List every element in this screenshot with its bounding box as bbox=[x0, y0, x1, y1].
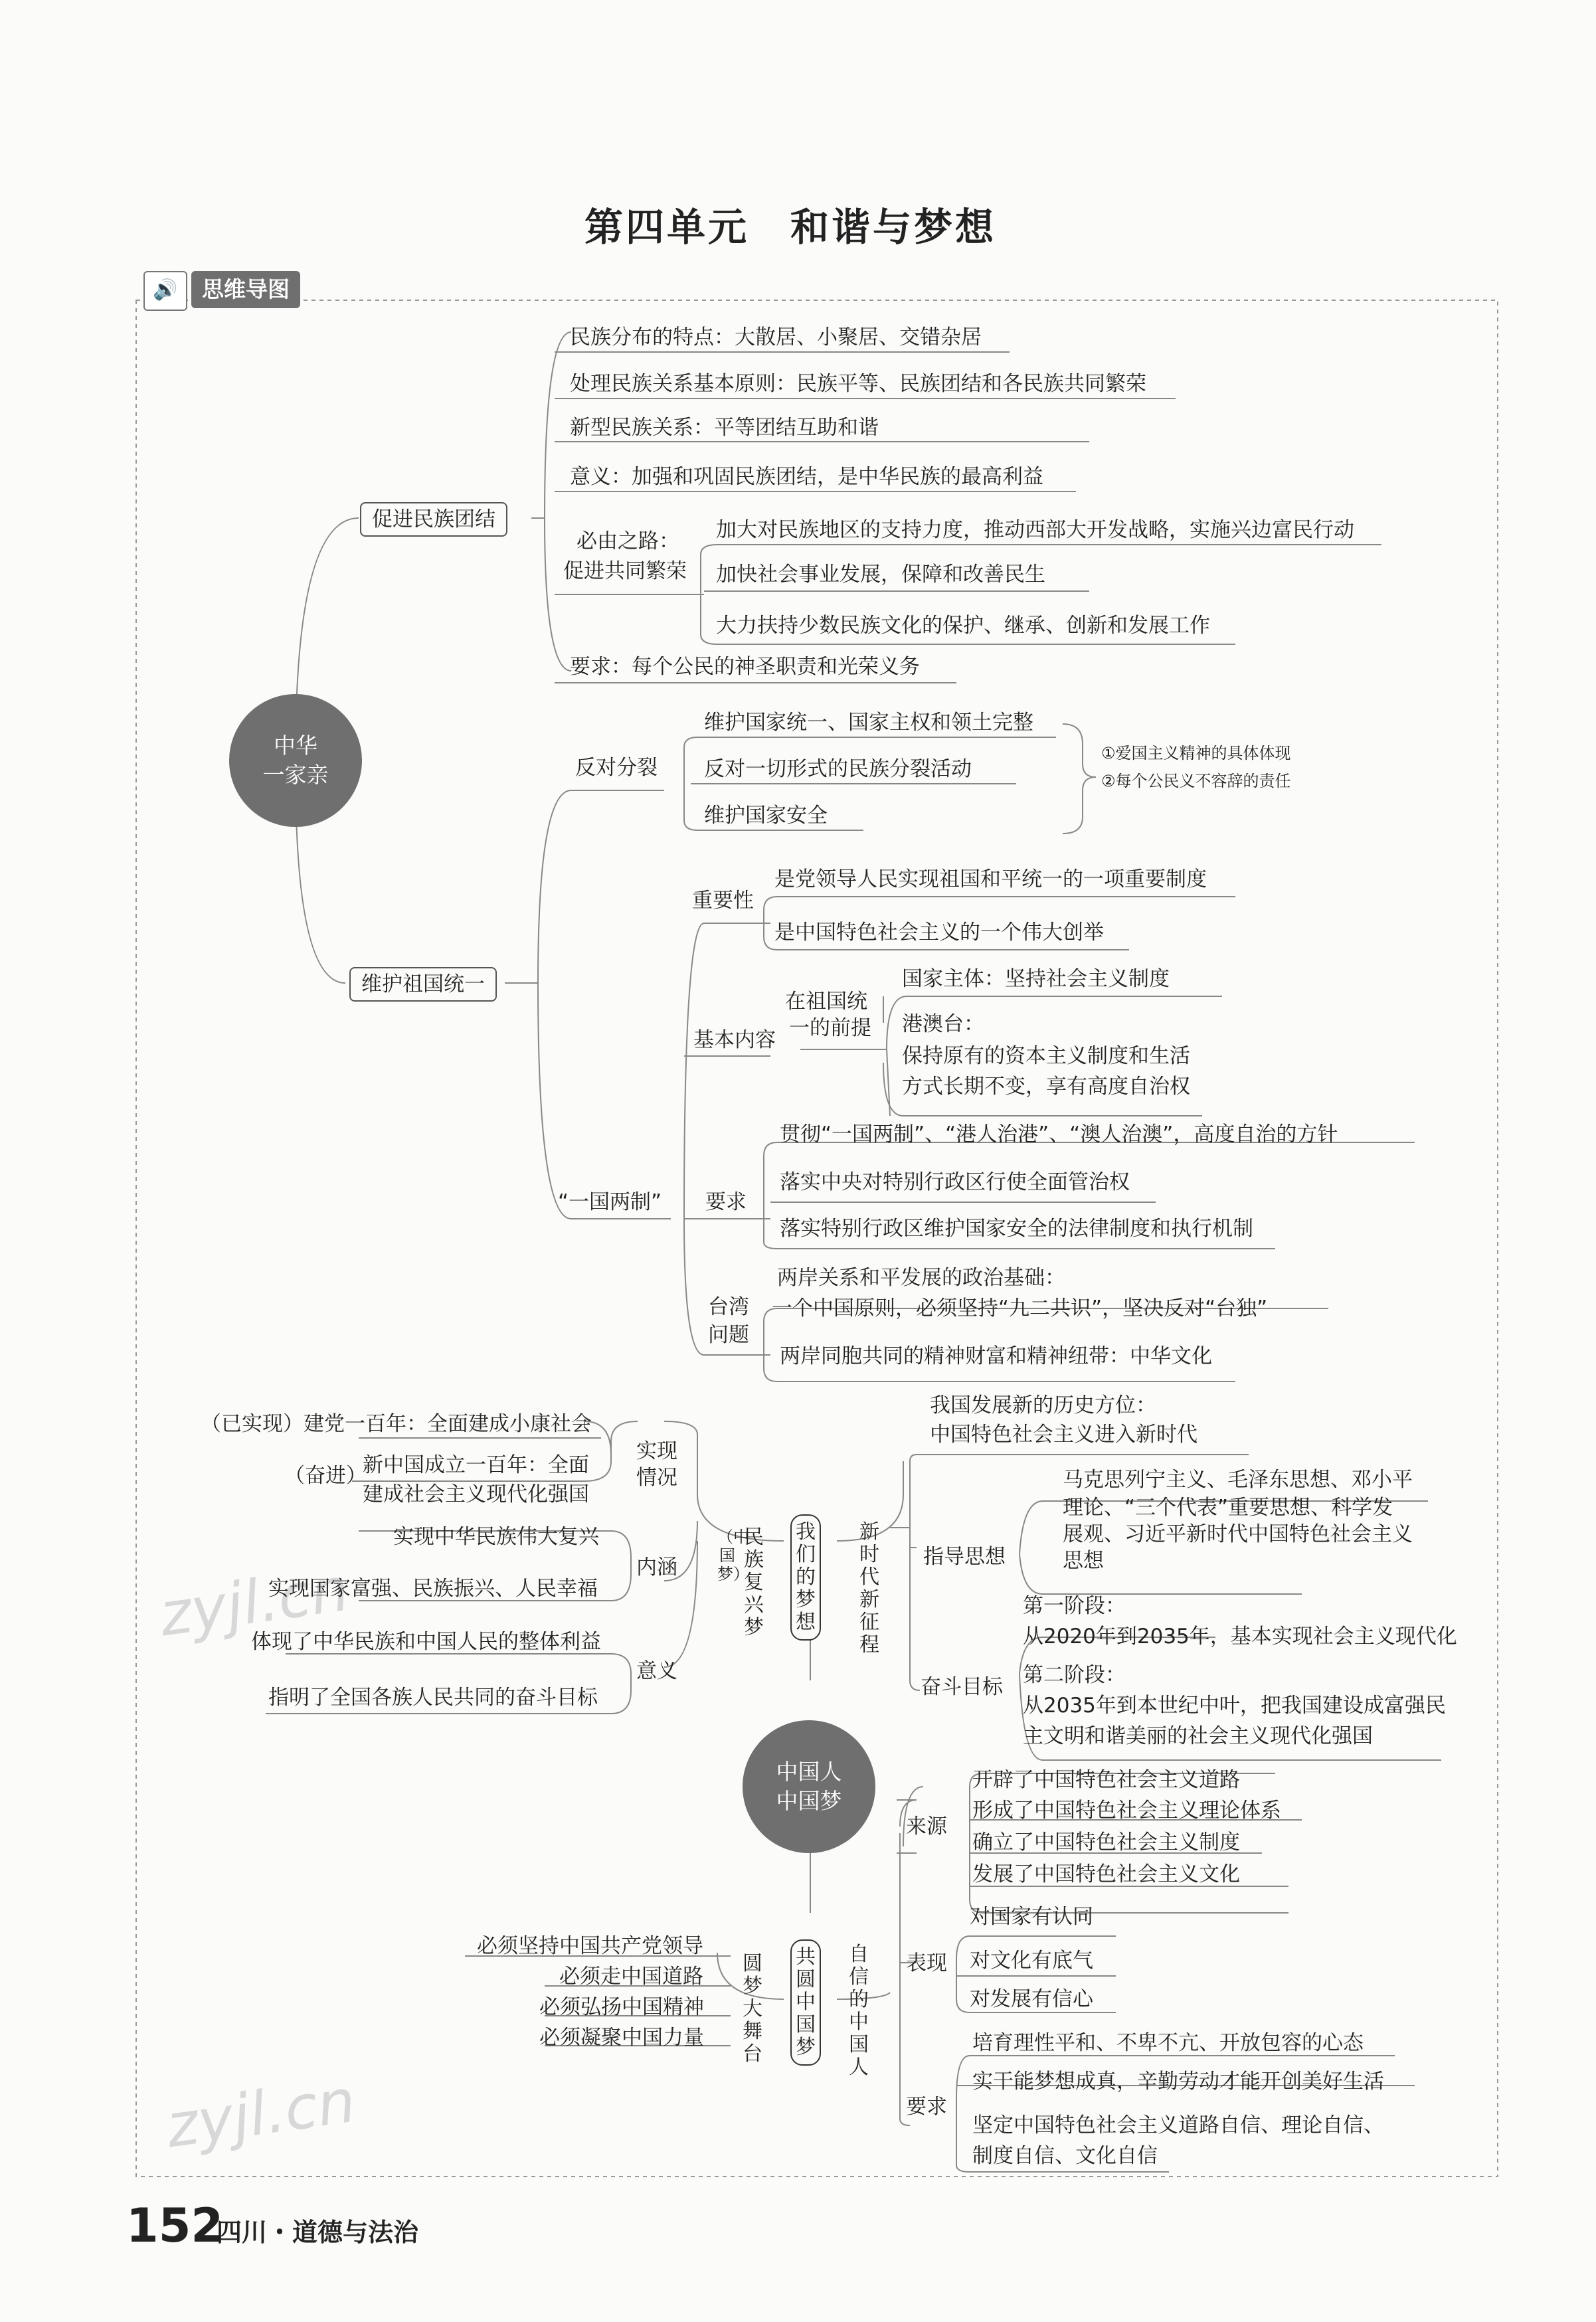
realize-item: 新中国成立一百年：全面 bbox=[363, 1453, 589, 1477]
meaning-label: 意义 bbox=[636, 1659, 677, 1683]
goal-item: 从2035年到本世纪中叶，把我国建设成富强民 bbox=[1023, 1694, 1446, 1718]
connotation-item: 实现中华民族伟大复兴 bbox=[393, 1525, 599, 1549]
center-node-china-family bbox=[229, 694, 362, 827]
oppose-item: 反对一切形式的民族分裂活动 bbox=[704, 757, 972, 781]
dream-side-label: （中国梦） bbox=[717, 1528, 749, 1583]
unity-item: 民族分布的特点：大散居、小聚居、交错杂居 bbox=[570, 325, 982, 349]
stage-label: 圆梦大舞台 bbox=[743, 1952, 762, 2066]
page-number: 152 bbox=[126, 2198, 224, 2253]
source-item: 形成了中国特色社会主义理论体系 bbox=[972, 1799, 1281, 1823]
road-item: 大力扶持少数民族文化的保护、继承、创新和发展工作 bbox=[716, 614, 1210, 638]
page-title: 第四单元 和谐与梦想 bbox=[584, 205, 997, 250]
unity-item: 意义：加强和巩固民族团结，是中华民族的最高利益 bbox=[570, 465, 1043, 489]
center-node-line: 一家亲 bbox=[262, 762, 329, 788]
importance-label: 重要性 bbox=[692, 889, 754, 913]
oppose-note: ②每个公民义不容辞的责任 bbox=[1101, 772, 1291, 790]
source-item: 发展了中国特色社会主义文化 bbox=[972, 1862, 1240, 1886]
new-era-label: 新时代新征程 bbox=[859, 1520, 879, 1656]
premise-label: 一的前提 bbox=[789, 1016, 871, 1040]
goal-item: 第二阶段： bbox=[1023, 1663, 1126, 1687]
realize-item: 建成社会主义现代化强国 bbox=[363, 1482, 589, 1506]
mainland-item: 国家主体：坚持社会主义制度 bbox=[902, 967, 1170, 991]
oppose-note: ①爱国主义精神的具体体现 bbox=[1101, 744, 1291, 762]
goal-label: 奋斗目标 bbox=[921, 1675, 1003, 1699]
confident-label: 自信的中国人 bbox=[849, 1943, 869, 2079]
require-item: 落实特别行政区维护国家安全的法律制度和执行机制 bbox=[780, 1217, 1253, 1241]
node-together-dream: 共圆中国梦 bbox=[790, 1939, 821, 2066]
watermark: zyjl.cn bbox=[162, 2066, 360, 2162]
req2-item: 坚定中国特色社会主义道路自信、理论自信、 bbox=[972, 2113, 1384, 2137]
importance-item: 是中国特色社会主义的一个伟大创举 bbox=[774, 921, 1104, 944]
new-era-item: 我国发展新的历史方位： bbox=[930, 1393, 1156, 1417]
taiwan-label: 问题 bbox=[708, 1323, 749, 1347]
connotation-label: 内涵 bbox=[636, 1556, 677, 1579]
guide-label: 指导思想 bbox=[923, 1545, 1006, 1569]
require-item: 落实中央对特别行政区行使全面管治权 bbox=[780, 1170, 1130, 1194]
stage-item: 必须弘扬中国精神 bbox=[539, 1995, 704, 2019]
connotation-item: 实现国家富强、民族振兴、人民幸福 bbox=[268, 1577, 598, 1601]
stage-item: 必须坚持中国共产党领导 bbox=[477, 1934, 703, 1958]
octs-label: “一国两制” bbox=[558, 1190, 662, 1214]
new-era-item: 中国特色社会主义进入新时代 bbox=[930, 1423, 1197, 1447]
dream-side-label: 民族复兴梦 bbox=[744, 1526, 764, 1639]
req2-item: 制度自信、文化自信 bbox=[972, 2144, 1158, 2168]
footer-label: 四川・道德与法治 bbox=[217, 2218, 419, 2247]
stage-item: 必须走中国道路 bbox=[559, 1965, 703, 1989]
center-node-chinese-dream bbox=[743, 1720, 875, 1853]
oppose-item: 维护国家安全 bbox=[704, 804, 828, 828]
taiwan-label: 台湾 bbox=[708, 1295, 749, 1319]
realize-item: （奋进） bbox=[284, 1464, 367, 1488]
oppose-label: 反对分裂 bbox=[575, 756, 658, 780]
perform-label: 表现 bbox=[906, 1951, 947, 1975]
meaning-item: 体现了中华民族和中国人民的整体利益 bbox=[251, 1630, 601, 1654]
guide-item: 思想 bbox=[1063, 1549, 1104, 1573]
node-our-dream: 我们的梦想 bbox=[790, 1514, 821, 1641]
stage-item: 必须凝聚中国力量 bbox=[539, 2026, 704, 2050]
basic-content-label: 基本内容 bbox=[693, 1028, 776, 1052]
center-node-line: 中国梦 bbox=[776, 1788, 842, 1814]
unity-item: 新型民族关系：平等团结互助和谐 bbox=[570, 416, 879, 440]
taiwan-item: 两岸关系和平发展的政治基础： bbox=[777, 1266, 1065, 1290]
taiwan-item: 两岸同胞共同的精神财富和精神纽带：中华文化 bbox=[780, 1344, 1212, 1368]
road-label: 必由之路： bbox=[576, 529, 679, 553]
hkmo-item: 方式长期不变，享有高度自治权 bbox=[902, 1075, 1190, 1099]
perform-item: 对国家有认同 bbox=[970, 1905, 1093, 1929]
branch-promote-unity: 促进民族团结 bbox=[360, 502, 507, 537]
road-label: 促进共同繁荣 bbox=[563, 559, 687, 583]
premise-label: 在祖国统 bbox=[785, 990, 867, 1014]
watermark: zyjl.cn bbox=[155, 1554, 353, 1651]
hkmo-item: 保持原有的资本主义制度和生活 bbox=[902, 1044, 1190, 1068]
guide-item: 马克思列宁主义、毛泽东思想、邓小平 bbox=[1063, 1468, 1413, 1492]
branch-maintain-reunification: 维护祖国统一 bbox=[349, 967, 497, 1002]
perform-item: 对文化有底气 bbox=[970, 1949, 1093, 1973]
goal-item: 从2020年到2035年，基本实现社会主义现代化 bbox=[1023, 1625, 1457, 1649]
realize-item: （已实现）建党一百年：全面建成小康社会 bbox=[201, 1412, 592, 1436]
goal-item: 主文明和谐美丽的社会主义现代化强国 bbox=[1023, 1724, 1373, 1748]
taiwan-item: 一个中国原则，必须坚持“九二共识”，坚决反对“台独” bbox=[772, 1296, 1268, 1320]
require-label: 要求 bbox=[705, 1190, 747, 1214]
center-node-line: 中华 bbox=[274, 733, 317, 759]
source-item: 确立了中国特色社会主义制度 bbox=[972, 1831, 1240, 1854]
req2-label: 要求 bbox=[906, 2095, 947, 2119]
center-node-line: 中国人 bbox=[776, 1759, 842, 1785]
require-item: 贯彻“一国两制”、“港人治港”、“澳人治澳”，高度自治的方针 bbox=[780, 1122, 1338, 1146]
meaning-item: 指明了全国各族人民共同的奋斗目标 bbox=[268, 1686, 598, 1710]
source-label: 来源 bbox=[906, 1815, 947, 1838]
importance-item: 是党领导人民实现祖国和平统一的一项重要制度 bbox=[774, 867, 1207, 891]
perform-item: 对发展有信心 bbox=[970, 1987, 1093, 2011]
req2-item: 实干能梦想成真，辛勤劳动才能开创美好生活 bbox=[972, 2070, 1384, 2094]
realize-label: 实现 bbox=[636, 1439, 677, 1463]
unity-requirement: 要求：每个公民的神圣职责和光荣义务 bbox=[570, 655, 920, 679]
goal-item: 第一阶段： bbox=[1023, 1594, 1126, 1618]
req2-item: 培育理性平和、不卑不亢、开放包容的心态 bbox=[972, 2031, 1364, 2055]
hkmo-item: 港澳台： bbox=[902, 1012, 984, 1036]
oppose-item: 维护国家统一、国家主权和领土完整 bbox=[704, 711, 1033, 735]
section-badge: 思维导图 bbox=[191, 271, 300, 308]
speaker-icon: 🔊 bbox=[143, 271, 187, 311]
source-item: 开辟了中国特色社会主义道路 bbox=[972, 1768, 1240, 1792]
guide-item: 理论、“三个代表”重要思想、科学发 bbox=[1063, 1496, 1393, 1520]
road-item: 加大对民族地区的支持力度，推动西部大开发战略，实施兴边富民行动 bbox=[716, 518, 1354, 542]
guide-item: 展观、习近平新时代中国特色社会主义 bbox=[1063, 1522, 1413, 1546]
road-item: 加快社会事业发展，保障和改善民生 bbox=[716, 563, 1045, 586]
unity-item: 处理民族关系基本原则：民族平等、民族团结和各民族共同繁荣 bbox=[570, 372, 1146, 396]
realize-label: 情况 bbox=[636, 1466, 677, 1490]
